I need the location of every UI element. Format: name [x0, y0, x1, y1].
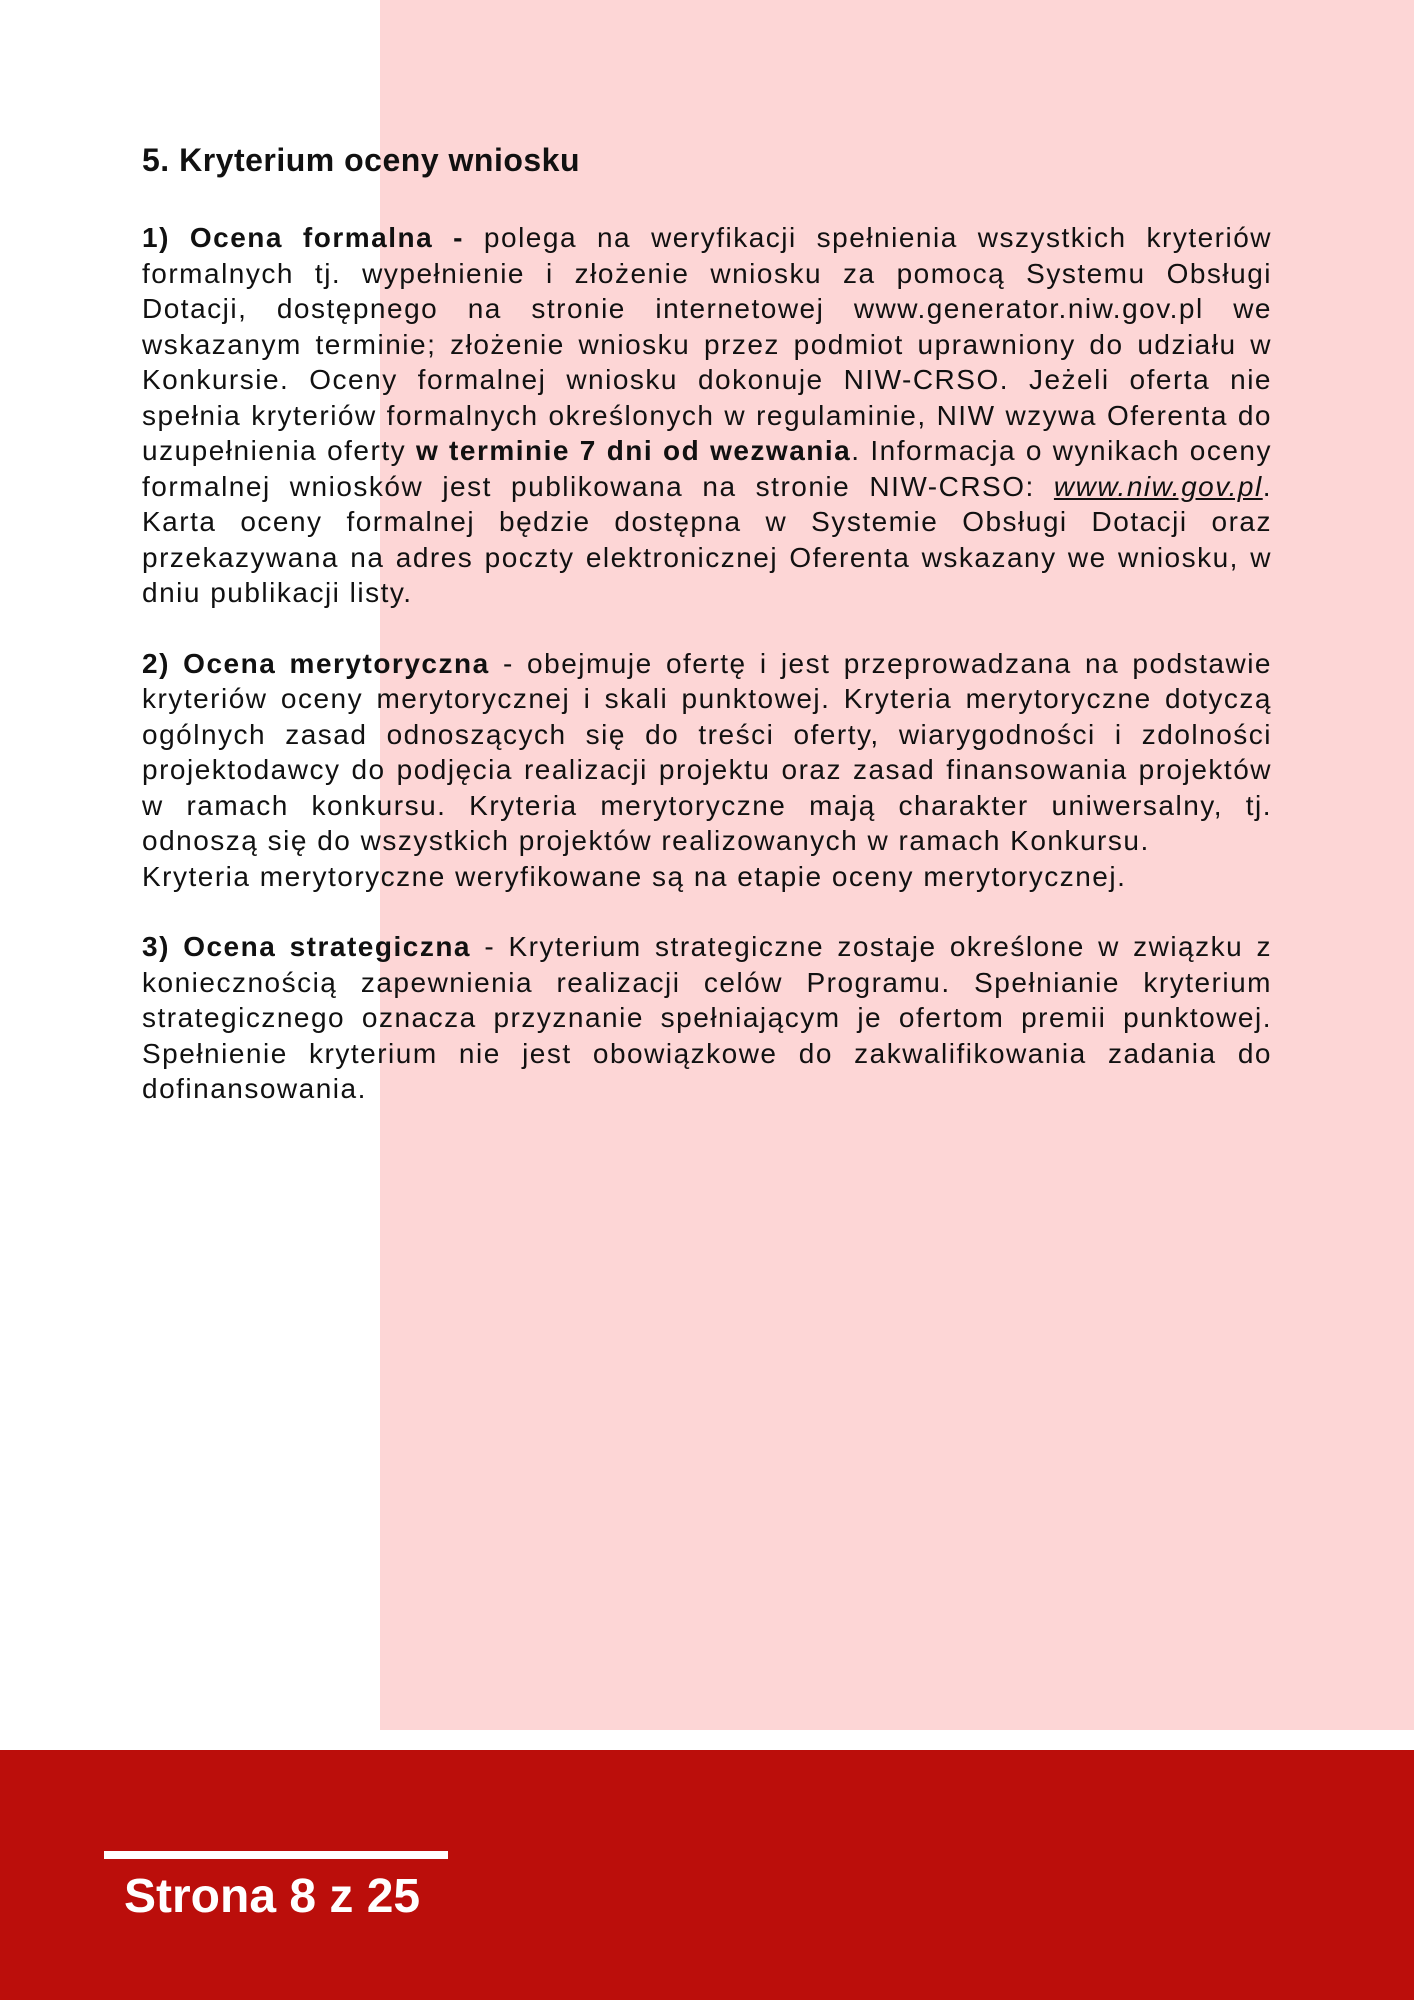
formal-evaluation-deadline: w terminie 7 dni od wezwania — [415, 435, 852, 466]
page-number: Strona 8 z 25 — [124, 1870, 421, 1923]
formal-evaluation-text-1: polega na weryfikacji spełnienia wszystkich kryteriów formalnych tj. wypełnienie i złożenie wniosku za pomocą Systemu Obsługi Dotacji, dostępnego na stronie internetowej www.generator.niw.gov.pl we wskazanym terminie; złożenie wniosku przez podmiot uprawniony do udziału w Konkursie. Oceny formalnej wniosku dokonuje NIW-CRSO. Jeżeli oferta nie spełnia kryteriów formalnych określonych w regulaminie, NIW wzywa Oferenta do uzupełnienia oferty — [142, 222, 1273, 466]
merit-evaluation-heading: 2) Ocena merytoryczna — [142, 647, 490, 679]
footer-divider — [104, 1851, 448, 1859]
strategic-evaluation-text-1: - Kryterium strategiczne zostaje określone w związku z koniecznością zapewnienia realizacji celów Programu. Spełnianie kryterium strategicznego oznacza przyznanie spełniającym je ofertom premii punktowej. Spełnienie kryterium nie jest obowiązkowe do zakwalifikowania zadania do dofinansowania. — [142, 931, 1272, 1104]
paragraph-strategic-evaluation — [142, 929, 1272, 1107]
formal-evaluation-heading: 1) Ocena formalna - — [142, 222, 464, 253]
merit-evaluation-text-2: Kryteria merytoryczne weryfikowane są na etapie oceny merytorycznej. — [142, 860, 1127, 892]
section-title: 5. Kryterium oceny wniosku — [142, 142, 581, 178]
merit-evaluation-text-1: - obejmuje ofertę i jest przeprowadzana na podstawie kryteriów oceny merytorycznej i skali punktowej. Kryteria merytoryczne dotyczą ogólnych zasad odnoszących się do treści oferty, wiarygodności i zdolności projektodawcy do podjęcia realizacji projektu oraz zasad finansowania projektów w ramach konkursu. Kryteria merytoryczne mają charakter uniwersalny, tj. odnoszą się do wszystkich projektów realizowanych w ramach Konkursu. — [142, 647, 1273, 856]
paragraph-merit-evaluation — [142, 646, 1272, 895]
document-content — [142, 136, 1272, 1142]
formal-evaluation-text-3: . Karta oceny formalnej będzie dostępna w Systemie Obsługi Dotacji oraz przekazywana na adres poczty elektronicznej Oferenta wskazany we wniosku, w dniu publikacji listy. — [142, 470, 1272, 608]
formal-evaluation-text-2: . Informacja o wynikach oceny formalnej wniosków jest publikowana na stronie NIW-CRSO: — [142, 435, 1273, 502]
page-footer — [0, 1750, 1414, 2000]
niw-website-link[interactable]: www.niw.gov.pl — [1053, 470, 1263, 502]
paragraph-formal-evaluation — [142, 220, 1272, 611]
strategic-evaluation-heading: 3) Ocena strategiczna — [142, 931, 472, 962]
